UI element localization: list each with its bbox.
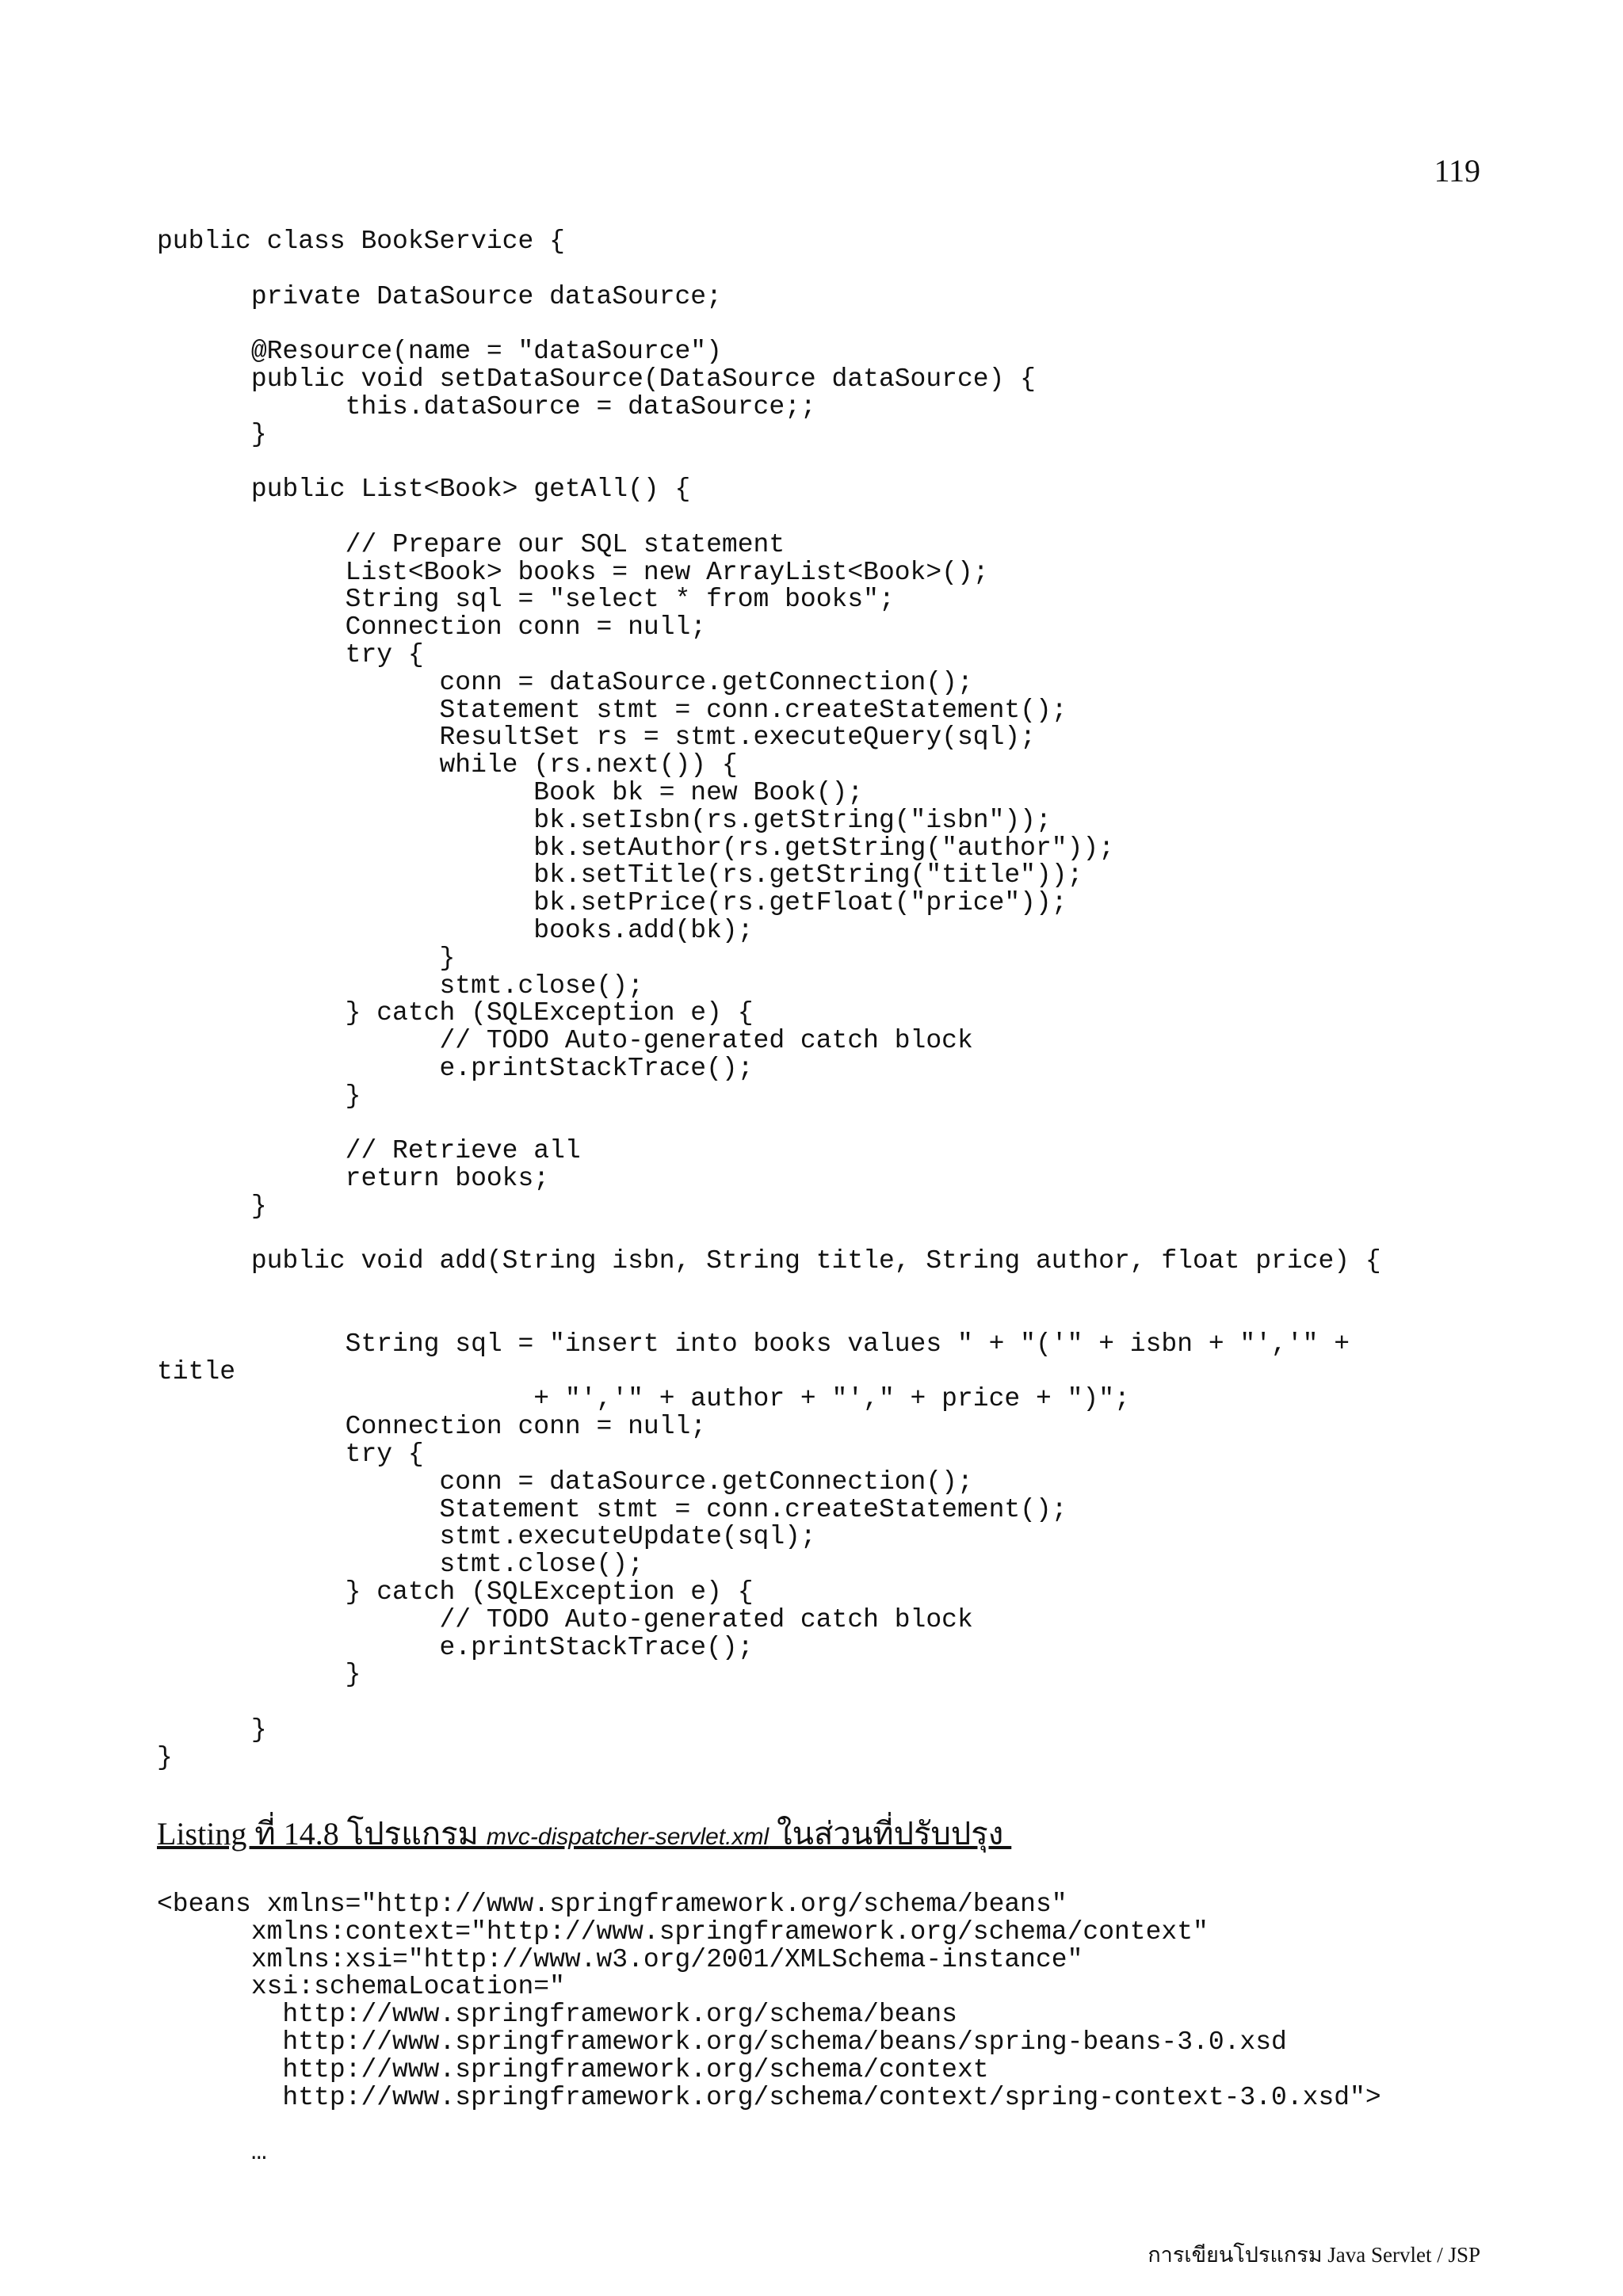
- page-number: 119: [1434, 153, 1480, 189]
- caption-prefix: Listing ที่ 14.8 โปรแกรม: [157, 1816, 487, 1852]
- page-footer: การเขียนโปรแกรม Java Servlet / JSP: [1148, 2243, 1480, 2267]
- listing-caption: [157, 1808, 1011, 1859]
- caption-suffix: ในส่วนที่ปรับปรุง: [769, 1816, 1012, 1852]
- java-code-listing: public class BookService { private DataSource dataSource; @Resource(name = "dataSource") public void setDataSource(DataSource dataSource) { this.dataSource = dataSource;; } public List<Book> getAll() { // Prepare our SQL statement List<Book> books = new ArrayList<Book>(); String sql = "select * from books"; Connection conn = null; try { conn = dataSource.getConnection(); Statement stmt = conn.createStatement(); ResultSet rs = stmt.executeQuery(sql); while (rs.next()) { Book bk = new Book(); bk.setIsbn(rs.getString("isbn")); bk.setAuthor(rs.getString("author")); bk.setTitle(rs.getString("title")); bk.setPrice(rs.getFloat("price")); books.add(bk); } stmt.close(); } catch (SQLException e) { // TODO Auto-generated catch block e.printStackTrace(); } // Retrieve all return books; } public void add(String isbn, String title, String author, float price) { String sql = "insert into books values " + "('" + isbn + "','" + title + "','" + author + "'," + price + ")"; Connection conn = null; try { conn = dataSource.getConnection(); Statement stmt = conn.createStatement(); stmt.executeUpdate(sql); stmt.close(); } catch (SQLException e) { // TODO Auto-generated catch block e.printStackTrace(); } } }: [157, 227, 1381, 1772]
- caption-filename: mvc-dispatcher-servlet.xml: [486, 1824, 769, 1850]
- xml-code-listing: <beans xmlns="http://www.springframework.org/schema/beans" xmlns:context="http://www.springframework.org/schema/context" xmlns:xsi="http://www.w3.org/2001/XMLSchema-instance" xsi:schemaLocation=" http://www.springframework.org/schema/beans http://www.springframework.org/schema/beans/spring-beans-3.0.xsd http://www.springframework.org/schema/context http://www.springframework.org/schema/context/spring-context-3.0.xsd"> …: [157, 1890, 1381, 2168]
